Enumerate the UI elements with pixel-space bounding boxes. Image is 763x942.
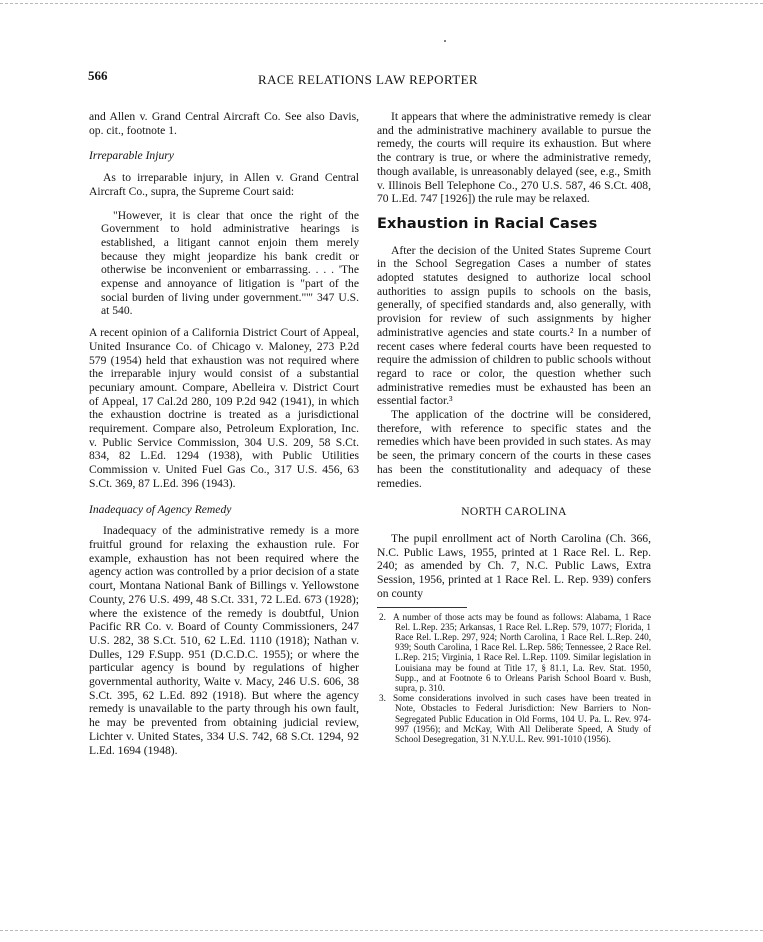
scan-speck xyxy=(444,40,446,42)
footnote-2-number: 2. xyxy=(379,611,386,622)
footnote-2 xyxy=(377,612,651,694)
right-paragraph-3: The application of the doctrine will be considered, therefore, with reference to specific states and the remedies which have been provided in such states. As may be seen, the primary concern of the courts in these cases has been the constitutionality and adequacy of these remedies. xyxy=(377,408,651,490)
right-paragraph-2: After the decision of the United States Supreme Court in the School Segregation Cases a number of states adopted statutes designed to authorize local school authorities to assign pupils to schools on the basis, generally, of specified standards and, also generally, with provision for review of such assignments by higher administrative agencies and state courts.² In a number of recent cases where federal courts have been requested to require the admission of children to public schools without regard to race or color, the question whether such administrative remedies must be exhausted has been an essential factor.³ xyxy=(377,243,651,408)
left-paragraph-2: As to irreparable injury, in Allen v. Grand Central Aircraft Co., supra, the Supreme Court said: xyxy=(89,171,359,198)
right-paragraph-4: The pupil enrollment act of North Carolina (Ch. 366, N.C. Public Laws, 1955, printed at 1 Race Rel. L. Rep. 240; as amended by Ch. 7, N.C. Public Laws, Extra Session, 1956, printed at 1 Race Rel. L. Rep. 939) confers on county xyxy=(377,531,651,600)
right-column xyxy=(377,110,651,744)
footnote-divider xyxy=(377,607,467,608)
footnote-3-number: 3. xyxy=(379,693,386,704)
subheading-inadequacy: Inadequacy of Agency Remedy xyxy=(89,502,232,516)
right-paragraph-1: It appears that where the administrative remedy is clear and the administrative machinery available to pursue the remedy, the courts will require its exhaustion. But where the contrary is true, or where the administrative remedy, though available, is unreasonably delayed (see, e.g., Smith v. Illinois Bell Telephone Co., 270 U.S. 587, 46 S.Ct. 408, 70 L.Ed. 747 [1926]) the rule may be relaxed. xyxy=(377,110,651,206)
left-paragraph-4: Inadequacy of the administrative remedy is a more fruitful ground for relaxing the exhaustion rule. For example, exhaustion has not been required where the agency action was controlled by a prior decision of a state court, Montana National Bank of Billings v. Yellowstone County, 276 U.S. 499, 48 S.Ct. 331, 72 L.Ed. 673 (1928); where the existence of the remedy is doubtful, Union Pacific RR Co. v. Board of County Commissioners, 247 U.S. 282, 38 S.Ct. 510, 62 L.Ed. 1110 (1918); Nathan v. Dulles, 129 F.Supp. 951 (D.C.D.C. 1955); or where the particular agency is bound by regulations of higher governmental authority, Waite v. Macy, 246 U.S. 606, 38 S.Ct. 395, 62 L.Ed. 892 (1918). But where the agency remedy is unavailable to the party through his own fault, he may be prevented from obtaining judicial review, Lichter v. United States, 334 U.S. 742, 68 S.Ct. 1294, 92 L.Ed. 1694 (1948). xyxy=(89,524,359,757)
running-title: RACE RELATIONS LAW REPORTER xyxy=(258,72,478,87)
section-title: Exhaustion in Racial Cases xyxy=(377,215,598,232)
scan-top-edge xyxy=(0,3,763,4)
footnote-3-text: Some considerations involved in such cases have been treated in Note, Obstacles to Federal Jurisdiction: New Barriers to Non-Segregated Public Education in Old Forms, 104 U. Pa. L. Rev. 974-997 (1956); and McKay, With All Deliberate Speed, A Study of School Desegregation, 31 N.Y.U.L. Rev. 991-1010 (1956). xyxy=(393,693,651,744)
left-paragraph-3: A recent opinion of a California District Court of Appeal, United Insurance Co. of Chicago v. Maloney, 273 P.2d 579 (1954) held that exhaustion was not required where the irreparable injury would consist of a substantial pecuniary amount. Compare, Abelleira v. District Court of Appeal, 17 Cal.2d 280, 109 P.2d 942 (1941), in which the exhaustion doctrine is treated as a jurisdictional requirement. Compare also, Petroleum Exploration, Inc. v. Public Service Commission, 304 U.S. 209, 58 S.Ct. 834, 82 L.Ed. 1294 (1938), with Public Utilities Commission v. United Fuel Gas Co., 317 U.S. 456, 63 S.Ct. 369, 87 L.Ed. 396 (1943). xyxy=(89,326,359,490)
page-header xyxy=(88,68,658,90)
footnote-3 xyxy=(377,693,651,744)
left-column xyxy=(89,110,359,757)
footnotes xyxy=(377,612,651,745)
page-number: 566 xyxy=(88,68,108,83)
state-heading-north-carolina: NORTH CAROLINA xyxy=(461,506,567,519)
supreme-court-quote: "However, it is clear that once the right of the Government to hold administrative hearings is established, a litigant cannot enjoin them merely because they might jeopardize his bank credit or otherwise be inconvenient or embarrassing. . . . 'The expense and annoyance of litigation is "part of the social burden of living under government."'" 347 U.S. at 540. xyxy=(101,208,359,318)
left-paragraph-1: and Allen v. Grand Central Aircraft Co. See also Davis, op. cit., footnote 1. xyxy=(89,110,359,137)
scan-bottom-edge xyxy=(0,930,763,931)
footnote-2-text: A number of those acts may be found as follows: Alabama, 1 Race Rel. L.Rep. 235; Arkansas, 1 Race Rel. L.Rep. 579, 1077; Florida, 1 Race Rel. L.Rep. 297, 924; North Carolina, 1 Race Rel. L.Rep. 240, 939; South Carolina, 1 Race Rel. L.Rep. 586; Tennessee, 2 Race Rel. L.Rep. 215; Virginia, 1 Race Rel. L.Rep. 1109. Similar legislation in Louisiana may be found at Title 17, § 81.1, La. Rev. Stat. 1950, Supp., and at Footnote 6 to Orleans Parish School Board v. Bush, supra, p. 310. xyxy=(393,611,651,693)
subheading-irreparable-injury: Irreparable Injury xyxy=(89,149,174,163)
